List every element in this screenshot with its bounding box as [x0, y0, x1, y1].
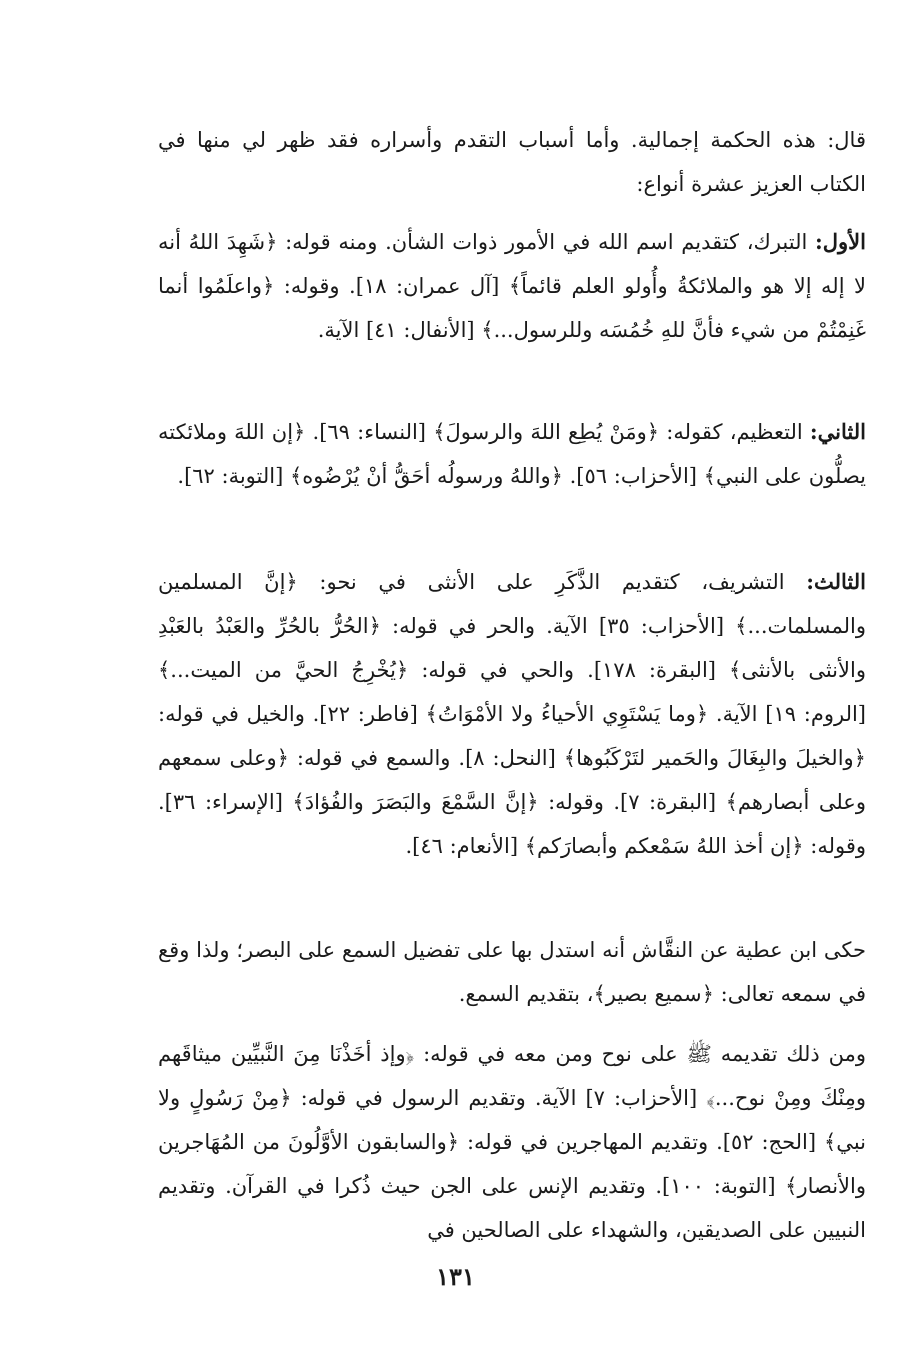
paragraph-ibn-atiyya [158, 928, 866, 1016]
paragraph-third-type [158, 560, 866, 868]
paragraph-precedence [158, 1032, 866, 1252]
paragraph-first-type [158, 220, 866, 352]
paragraph-text: ومن ذلك تقديمه ﷺ على نوح ومن معه في قوله: ﴿وإذ أخَذْنَا مِنَ النَّبيِّين ميثاقَهم ومِنْكَ ومِنْ نوح...﴾ [الأحزاب: ٧] الآية. وتقديم الرسول في قوله: ﴿مِنْ رَسُولٍ ولا نبي﴾ [الحج: ٥٢]. وتقديم المهاجرين في قوله: ﴿والسابقون الأوَّلُونَ من المُهَاجرين والأنصار﴾ [التوبة: ١٠٠]. وتقديم الإنس على الجن حيث ذُكرا في القرآن. وتقديم النبيين على الصديقين، والشهداء على الصالحين في [158, 1042, 866, 1242]
paragraph-text: قال: هذه الحكمة إجمالية. وأما أسباب التقدم وأسراره فقد ظهر لي منها في الكتاب العزيز عشرة أنواع: [158, 128, 866, 196]
paragraph-text: التبرك، كتقديم اسم الله في الأمور ذوات الشأن. ومنه قوله: ﴿شَهِدَ اللهُ أنه لا إله إلا هو والملائكةُ وأُولو العلم قائماً﴾ [آل عمران: ١٨]. وقوله: ﴿واعلَمُوا أنما غَنِمْتُمْ من شيء فأنَّ للهِ خُمُسَه وللرسول...﴾ [الأنفال: ٤١] الآية. [158, 230, 867, 342]
paragraph-text: حكى ابن عطية عن النقَّاش أنه استدل بها على تفضيل السمع على البصر؛ ولذا وقع في سمعه تعالى: ﴿سميع بصير﴾، بتقديم السمع. [158, 938, 866, 1006]
paragraph-lead: الأول: [815, 229, 866, 254]
page-number: ١٣١ [436, 1262, 475, 1291]
paragraph-second-type [158, 410, 866, 498]
paragraph-text: التعظيم، كقوله: ﴿ومَنْ يُطِع اللهَ والرسولَ﴾ [النساء: ٦٩]. ﴿إن اللهَ وملائكته يصلُّون على النبي﴾ [الأحزاب: ٥٦]. ﴿واللهُ ورسولُه أحَقُّ أنْ يُرْضُوه﴾ [التوبة: ٦٢]. [158, 420, 866, 488]
paragraph-intro [158, 118, 866, 206]
paragraph-lead: الثالث: [806, 569, 866, 594]
paragraph-lead: الثاني: [809, 419, 866, 444]
paragraph-text: التشريف، كتقديم الذَّكَرِ على الأنثى في نحو: ﴿إنَّ المسلمين والمسلمات...﴾ [الأحزاب: ٣٥] الآية. والحر في قوله: ﴿الحُرُّ بالحُرِّ والعَبْدُ بالعَبْدِ والأنثى بالأنثى﴾ [البقرة: ١٧٨]. والحي في قوله: ﴿يُخْرِجُ الحيَّ من الميت...﴾ [الروم: ١٩] الآية. ﴿وما يَسْتَوِي الأحياءُ ولا الأمْوَاتُ﴾ [فاطر: ٢٢]. والخيل في قوله: ﴿والخيلَ والبِغَالَ والحَمير لتَرْكَبُوها﴾ [النحل: ٨]. والسمع في قوله: ﴿وعلى سمعهم وعلى أبصارهم﴾ [البقرة: ٧]. وقوله: ﴿إنَّ السَّمْعَ والبَصَرَ والفُؤادَ﴾ [الإسراء: ٣٦]. وقوله: ﴿إن أخذ اللهُ سَمْعكم وأبصارَكم﴾ [الأنعام: ٤٦]. [158, 570, 866, 858]
